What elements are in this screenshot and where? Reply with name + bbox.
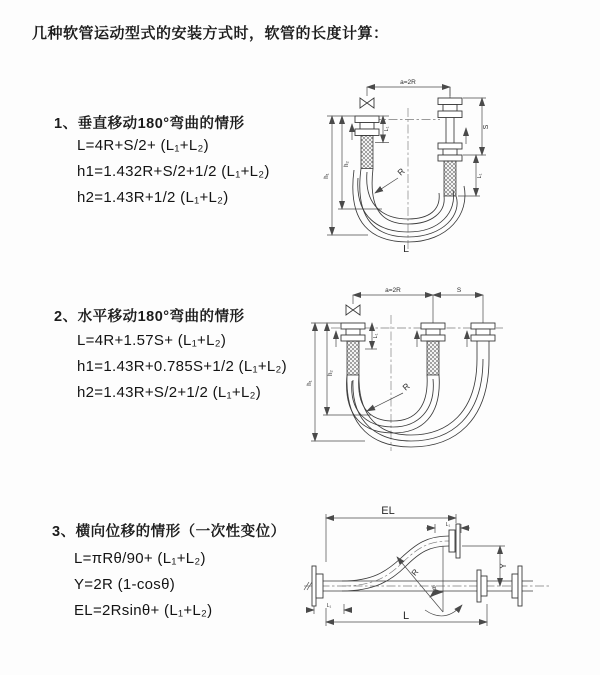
hose-end-flange: [477, 570, 487, 602]
dimension-r: [367, 381, 412, 411]
dim-label-theta: θ: [432, 585, 436, 592]
dimension-l1-top: [426, 522, 470, 533]
braid-section: [361, 136, 373, 169]
dim-label-a2r: a=2R: [385, 287, 401, 294]
dim-label-l: L: [402, 610, 410, 622]
section-3-heading: 3、横向位移的情形（一次性变位）: [52, 524, 286, 540]
rotation-arrow: [425, 605, 462, 616]
formula-line: h2=1.43R+1/2 (L₁+L₂): [77, 189, 229, 206]
formula-line: h2=1.43R+S/2+1/2 (L₁+L₂): [77, 384, 262, 401]
dimension-l1: [365, 323, 379, 349]
dim-label-h1: h₁: [324, 173, 330, 179]
braid-section: [427, 341, 439, 375]
dim-label-h1: h₁: [307, 380, 313, 386]
dim-label-a2r: a=2R: [400, 79, 416, 86]
valve-icon: [346, 305, 360, 315]
dimension-s: [433, 287, 483, 323]
diagram-horizontal-180-bend: [303, 283, 600, 463]
diagram-lateral-displacement: [300, 500, 600, 650]
right-pipe-assembly: [438, 87, 462, 196]
valve-icon: [360, 98, 374, 108]
formula-line: L=πRθ/90+ (L₁+L₂): [74, 550, 206, 567]
dimension-a2r: [367, 79, 450, 96]
dim-label-el: EL: [381, 505, 395, 517]
formula-line: EL=2Rsinθ+ (L₁+L₂): [74, 602, 213, 619]
left-flange: [312, 566, 323, 606]
middle-pipe-assembly: [421, 323, 445, 375]
formula-line: L=4R+S/2+ (L₁+L₂): [77, 137, 209, 154]
formula-line: h1=1.432R+S/2+1/2 (L₁+L₂): [77, 163, 270, 180]
section-2-formulas: [77, 328, 287, 406]
section-3-formulas: [74, 546, 212, 624]
dim-label-l: L: [403, 243, 409, 255]
hose-curves-displaced: [347, 359, 489, 447]
dim-label-r: R: [400, 380, 412, 393]
dim-label-s: S: [456, 287, 462, 294]
centerlines: [372, 108, 440, 252]
hose-s-curve: [342, 536, 449, 591]
page-title: 几种软管运动型式的安装方式时，软管的长度计算：: [32, 25, 389, 42]
section-2-heading: 2、水平移动180°弯曲的情形: [54, 309, 245, 325]
formula-line: L=4R+1.57S+ (L₁+L₂): [77, 332, 227, 349]
dimension-r: [375, 166, 407, 193]
dim-label-l1: L₁: [373, 333, 379, 339]
hose-curves-installed: [347, 375, 440, 433]
dim-label-l1-right: L₁: [477, 173, 483, 179]
dim-label-l1-bottom: L₁: [326, 603, 332, 609]
upper-flange: [449, 524, 460, 558]
dim-label-y: Y: [499, 563, 508, 569]
section-1-formulas: [77, 133, 270, 211]
dim-label-h2: h₂: [328, 370, 334, 376]
dim-label-r: R: [395, 166, 407, 178]
dim-label-l1-left: L₁: [384, 126, 390, 132]
formula-line: Y=2R (1-cosθ): [74, 576, 176, 593]
left-pipe-assembly: [341, 323, 365, 375]
dim-label-s: S: [483, 124, 490, 130]
braid-section: [347, 341, 359, 375]
right-pipe-assembly: [471, 323, 495, 359]
dim-label-r: R: [409, 567, 421, 578]
right-pipe-flange: [512, 566, 522, 606]
section-1-heading: 1、垂直移动180°弯曲的情形: [54, 116, 245, 132]
dim-label-l1-top: L₁: [445, 522, 451, 528]
formula-line: h1=1.43R+0.785S+1/2 (L₁+L₂): [77, 358, 287, 375]
dimension-l: [326, 604, 487, 626]
dim-label-h2: h₂: [344, 161, 350, 167]
braid-section: [444, 161, 456, 196]
dimension-s: [463, 98, 490, 155]
dimension-a2r: [353, 287, 433, 323]
diagram-vertical-180-bend: [310, 72, 600, 262]
dimension-el: [326, 505, 456, 562]
